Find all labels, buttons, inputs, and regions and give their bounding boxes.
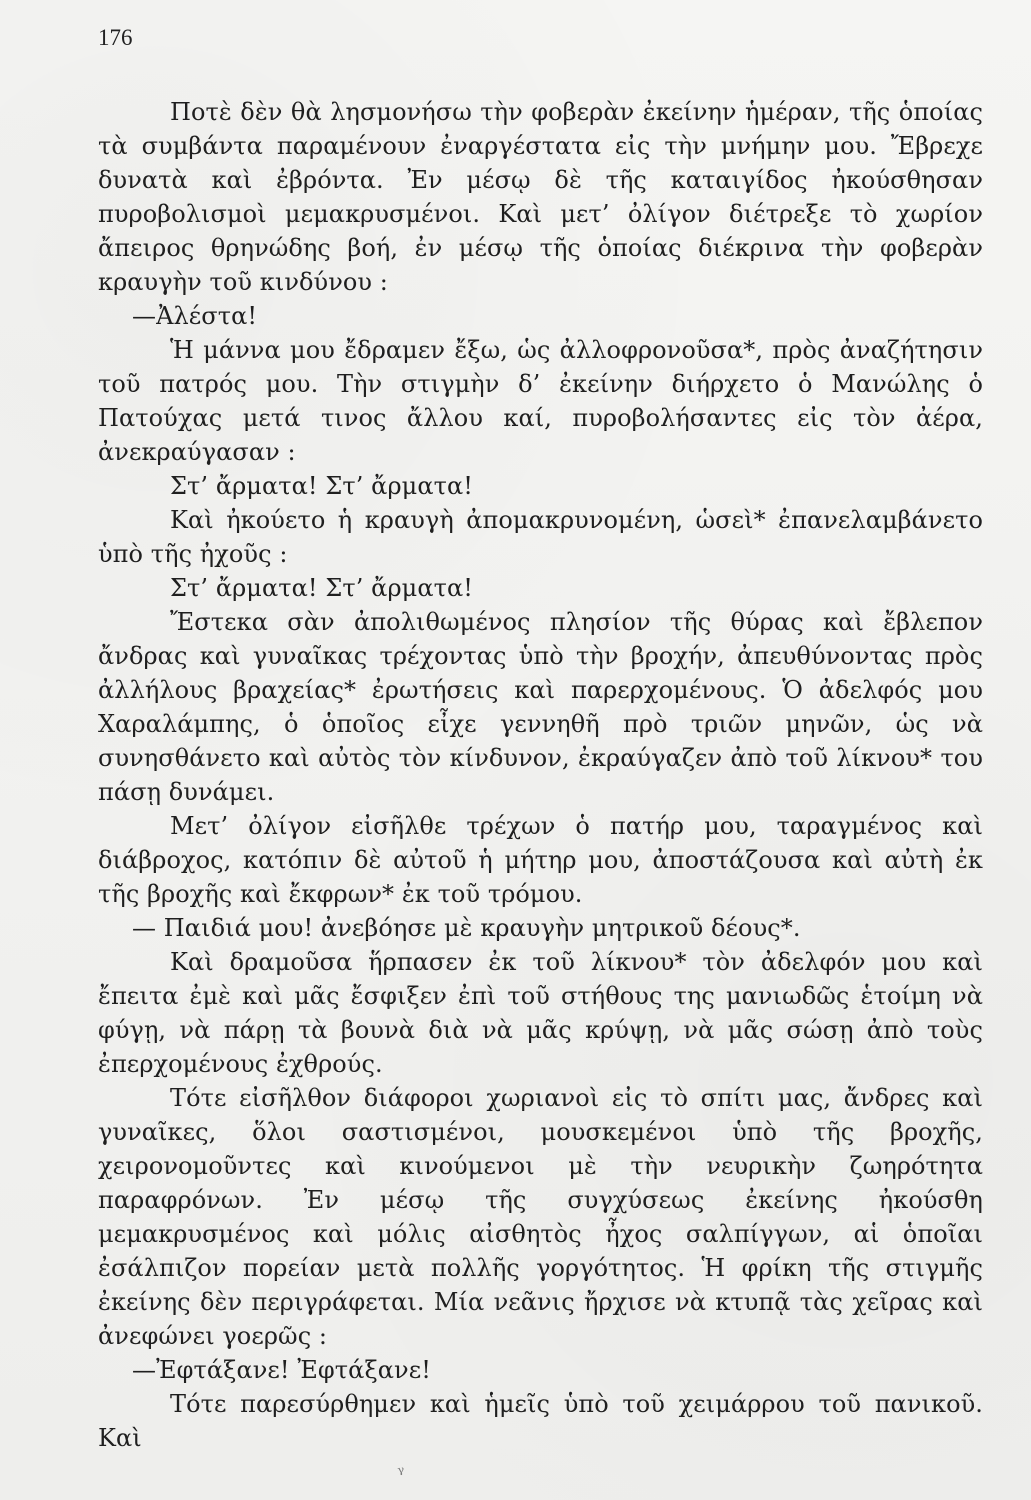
paragraph-1: Ποτὲ δὲν θὰ λησμονήσω τὴν φοβερὰν ἐκείνην ἡμέραν, τῆς ὁποίας τὰ συμβάντα παραμένουν ἐναργέστατα εἰς τὴν μνήμην μου. Ἔβρεχε δυνατὰ καὶ ἐβρόντα. Ἐν μέσῳ δὲ τῆς καταιγίδος ἠκούσθησαν πυροβολισμοὶ μεμακρυσμένοι. Καὶ μετ’ ὀλίγον διέτρεξε τὸ χωρίον ἄπειρος θρηνώδης βοή, ἐν μέσῳ τῆς ὁποίας διέκρινα τὴν φοβερὰν κραυγὴν τοῦ κινδύνου : [98, 98, 983, 296]
page-number: 176 [98, 25, 133, 50]
page-text [98, 95, 983, 1455]
paragraph-3: Καὶ ἠκούετο ἡ κραυγὴ ἀπομακρυνομένη, ὡσεὶ* ἐπανελαμβάνετο ὑπὸ τῆς ἠχοῦς : [98, 506, 983, 568]
paragraph-2: Ἡ μάννα μου ἔδραμεν ἔξω, ὡς ἀλλοφρονοῦσα*, πρὸς ἀναζήτησιν τοῦ πατρός μου. Τὴν στιγμὴν δ’ ἐκείνην διήρχετο ὁ Μανώλης ὁ Πατούχας μετά τινος ἄλλου καί, πυροβολήσαντες εἰς τὸν ἀέρα, ἀνεκραύγασαν : [98, 336, 983, 466]
shout-line-2: Στ’ ἄρματα! Στ’ ἄρματα! [170, 574, 473, 602]
paragraph-5: Μετ’ ὀλίγον εἰσῆλθε τρέχων ὁ πατήρ μου, ταραγμένος καὶ διάβροχος, κατόπιν δὲ αὐτοῦ ἡ μήτηρ μου, ἀποστάζουσα καὶ αὐτὴ ἐκ τῆς βροχῆς καὶ ἔκφρων* ἐκ τοῦ τρόμου. [98, 812, 983, 908]
paragraph-8: Τότε παρεσύρθημεν καὶ ἡμεῖς ὑπὸ τοῦ χειμάρρου τοῦ πανικοῦ. Καὶ [98, 1390, 983, 1452]
shout-line-1: Στ’ ἄρματα! Στ’ ἄρματα! [170, 472, 473, 500]
paragraph-7: Τότε εἰσῆλθον διάφοροι χωριανοὶ εἰς τὸ σπίτι μας, ἄνδρες καὶ γυναῖκες, ὅλοι σαστισμένοι, μουσκεμένοι ὑπὸ τῆς βροχῆς, χειρονομοῦντες καὶ κινούμενοι μὲ τὴν νευρικὴν ζωηρότητα παραφρόνων. Ἐν μέσῳ τῆς συγχύσεως ἐκείνης ἠκούσθη μεμακρυσμένος καὶ μόλις αἰσθητὸς ἦχος σαλπίγγων, αἱ ὁποῖαι ἐσάλπιζον πορείαν μετὰ πολλῆς γοργότητος. Ἡ φρίκη τῆς στιγμῆς ἐκείνης δὲν περιγράφεται. Μία νεᾶνις ἤρχισε νὰ κτυπᾷ τὰς χεῖρας καὶ ἀνεφώνει γοερῶς : [98, 1084, 983, 1350]
dialogue-line-1: —Ἀλέστα! [132, 302, 258, 330]
paragraph-4: Ἔστεκα σὰν ἀπολιθωμένος πλησίον τῆς θύρας καὶ ἔβλεπον ἄνδρας καὶ γυναῖκας τρέχοντας ὑπὸ τὴν βροχήν, ἀπευθύνοντας πρὸς ἀλλήλους βραχείας* ἐρωτήσεις καὶ παρερχομένους. Ὁ ἀδελφός μου Χαραλάμπης, ὁ ὁποῖος εἶχε γεννηθῆ πρὸ τριῶν μηνῶν, ὡς νὰ συνησθάνετο καὶ αὐτὸς τὸν κίνδυνον, ἐκραύγαζεν ἀπὸ τοῦ λίκνου* του πάσῃ δυνάμει. [98, 608, 983, 806]
page-scan-mark: ᵞ [396, 1462, 407, 1485]
dialogue-line-2: — Παιδιά μου! ἀνεβόησε μὲ κραυγὴν μητρικοῦ δέους*. [132, 914, 801, 942]
dialogue-line-3: —Ἐφτάξανε! Ἐφτάξανε! [132, 1356, 431, 1384]
paragraph-6: Καὶ δραμοῦσα ἥρπασεν ἐκ τοῦ λίκνου* τὸν ἀδελφόν μου καὶ ἔπειτα ἐμὲ καὶ μᾶς ἔσφιξεν ἐπὶ τοῦ στήθους της μανιωδῶς ἑτοίμη νὰ φύγῃ, νὰ πάρῃ τὰ βουνὰ διὰ νὰ μᾶς κρύψῃ, νὰ μᾶς σώσῃ ἀπὸ τοὺς ἐπερχομένους ἐχθρούς. [98, 948, 983, 1078]
